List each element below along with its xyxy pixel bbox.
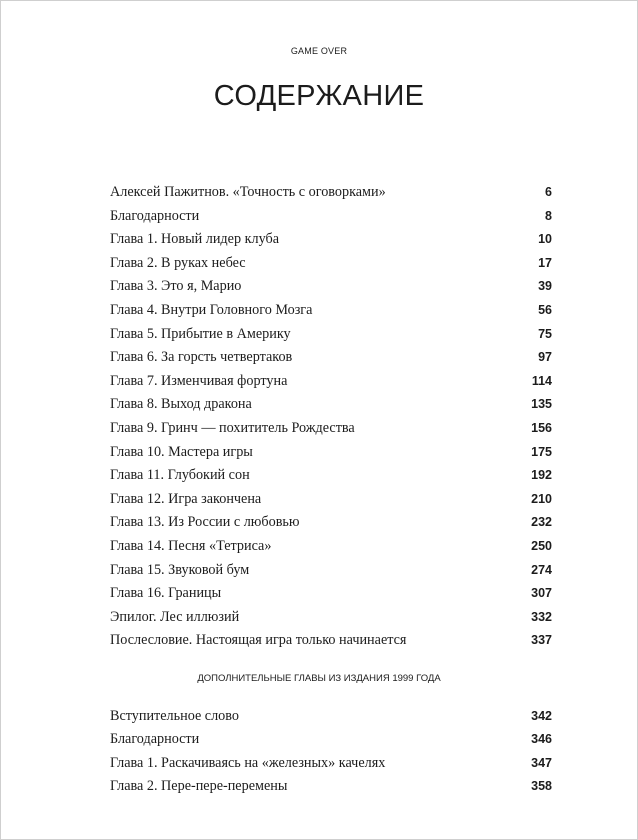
toc-entry-title: Глава 2. В руках небес [110, 254, 246, 271]
toc-entry-page-number: 342 [531, 709, 552, 723]
toc-entry[interactable] [110, 323, 552, 347]
toc-entry-title: Алексей Пажитнов. «Точность с оговорками» [110, 184, 386, 200]
toc-entry-title: Глава 9. Гринч — похититель Рождества [110, 419, 355, 436]
table-of-contents [110, 181, 552, 653]
toc-entry-title: Глава 3. Это я, Марио [110, 278, 242, 295]
toc-entry-page-number: 232 [531, 515, 552, 530]
toc-entry-title: Глава 6. За горсть четвертаков [110, 349, 293, 366]
toc-entry-page-number: 347 [531, 755, 552, 770]
toc-entry[interactable] [110, 629, 552, 653]
toc-entry-page-number: 39 [538, 279, 552, 294]
toc-entry[interactable] [110, 181, 552, 205]
toc-entry[interactable] [110, 775, 552, 798]
toc-entry-title: Глава 14. Песня «Тетриса» [110, 537, 272, 554]
toc-entry-title: Глава 13. Из России с любовью [110, 514, 300, 531]
toc-entry[interactable] [110, 582, 552, 606]
toc-entry[interactable] [110, 370, 552, 394]
toc-entry[interactable] [110, 299, 552, 323]
toc-entry-page-number: 97 [538, 350, 552, 365]
toc-entry[interactable] [110, 393, 552, 417]
toc-entry-page-number: 175 [531, 444, 552, 459]
toc-entry-page-number: 135 [531, 397, 552, 412]
toc-entry-page-number: 250 [531, 538, 552, 553]
toc-entry-page-number: 6 [545, 185, 552, 199]
toc-entry[interactable] [110, 464, 552, 488]
section-heading-extra: ДОПОЛНИТЕЛЬНЫЕ ГЛАВЫ ИЗ ИЗДАНИЯ 1999 ГОДА [197, 673, 441, 684]
toc-entry-title: Глава 5. Прибытие в Америку [110, 325, 291, 342]
toc-entry-title: Глава 8. Выход дракона [110, 396, 252, 413]
toc-entry-page-number: 307 [531, 586, 552, 601]
toc-entry-page-number: 10 [538, 232, 552, 247]
toc-entry-title: Глава 4. Внутри Головного Мозга [110, 301, 313, 318]
toc-entry-title: Благодарности [110, 731, 200, 748]
toc-entry-page-number: 358 [531, 778, 552, 793]
toc-entry-page-number: 114 [531, 373, 552, 388]
running-head: GAME OVER [290, 46, 348, 56]
toc-entry-title: Глава 1. Новый лидер клуба [110, 231, 279, 248]
toc-entry-title: Глава 16. Границы [110, 585, 222, 602]
toc-entry-page-number: 332 [531, 609, 552, 624]
toc-entry-title: Глава 1. Раскачиваясь на «железных» качелях [110, 754, 386, 771]
toc-entry-title: Глава 15. Звуковой бум [110, 561, 250, 578]
toc-entry-page-number: 210 [531, 491, 552, 506]
toc-entry[interactable] [110, 417, 552, 441]
toc-entry[interactable] [110, 606, 552, 630]
toc-entry-page-number: 75 [538, 326, 552, 341]
toc-entry[interactable] [110, 705, 552, 728]
toc-entry-page-number: 337 [531, 633, 552, 648]
toc-entry[interactable] [110, 728, 552, 751]
toc-entry-page-number: 346 [531, 732, 552, 747]
toc-entry[interactable] [110, 275, 552, 299]
toc-entry[interactable] [110, 252, 552, 276]
toc-entry[interactable] [110, 228, 552, 252]
toc-entry[interactable] [110, 511, 552, 535]
toc-entry[interactable] [110, 752, 552, 775]
toc-entry[interactable] [110, 346, 552, 370]
toc-entry-title: Глава 7. Изменчивая фортуна [110, 372, 288, 389]
page-title: СОДЕРЖАНИЕ [213, 80, 425, 112]
toc-entry-page-number: 8 [545, 208, 552, 223]
toc-entry-page-number: 17 [538, 255, 552, 270]
toc-entry-title: Глава 2. Пере-пере-перемены [110, 777, 288, 794]
toc-entry-page-number: 192 [531, 468, 552, 483]
toc-entry-title: Глава 11. Глубокий сон [110, 467, 250, 484]
toc-entry-title: Глава 12. Игра закончена [110, 490, 262, 507]
toc-entry-title: Благодарности [110, 207, 200, 224]
toc-entry-page-number: 156 [531, 420, 552, 435]
toc-entry[interactable] [110, 535, 552, 559]
toc-entry[interactable] [110, 205, 552, 229]
toc-entry-page-number: 56 [538, 302, 552, 317]
toc-entry-title: Эпилог. Лес иллюзий [110, 608, 240, 625]
toc-entry[interactable] [110, 441, 552, 465]
toc-entry[interactable] [110, 488, 552, 512]
table-of-contents-extra [110, 705, 552, 798]
toc-entry-page-number: 274 [531, 562, 552, 577]
toc-entry-title: Вступительное слово [110, 708, 239, 724]
toc-entry-title: Глава 10. Мастера игры [110, 443, 253, 460]
toc-entry-title: Послесловие. Настоящая игра только начинается [110, 632, 407, 649]
toc-entry[interactable] [110, 559, 552, 583]
